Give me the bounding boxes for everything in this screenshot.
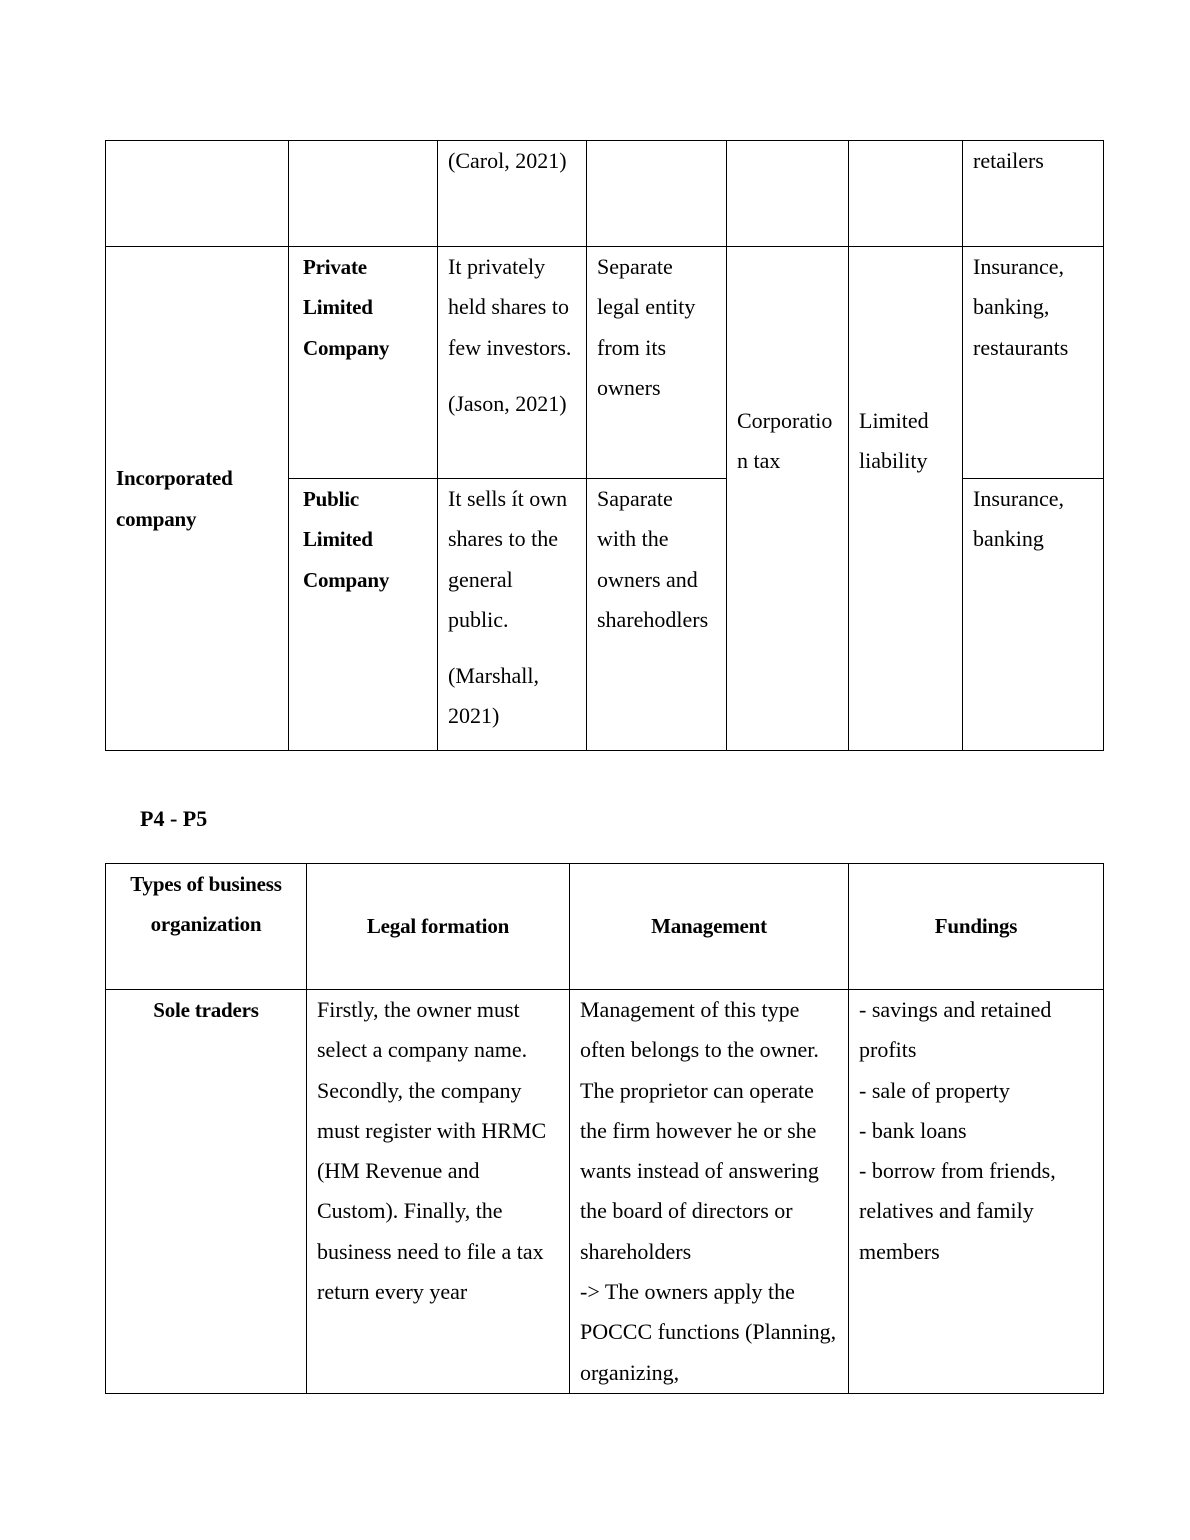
table-cell [849,141,963,247]
desc-public: It sells ít own shares to the general public. [448,486,568,632]
header-cell [570,864,849,990]
examples-public: Insurance, banking [973,486,1065,552]
business-types-table [105,140,1104,751]
table-cell [106,990,307,1394]
funding-item: - bank loans [859,1117,967,1143]
desc-private: It privately held shares to few investors. [448,254,572,360]
table-cell [587,141,727,247]
formation-table [105,863,1104,1394]
citation-marshall: (Marshall, 2021) [448,663,540,729]
header-row [106,864,1104,990]
funding-item: - savings and retained profits [859,997,1052,1063]
table-row [106,247,1104,479]
table-cell [106,141,289,247]
examples-private: Insurance, banking, restaurants [973,254,1069,360]
type-sole-traders: Sole traders [153,998,259,1022]
header-legal: Legal formation [366,914,510,939]
legal-formation-text: Firstly, the owner must select a company name. Secondly, the company must register with HRMC (HM Revenue and Custom). Finally, the business need to file a tax return every year [317,997,547,1305]
tax-cell [727,247,849,751]
management-text: Management of this type often belongs to the owner. The proprietor can operate the firm however he or she wants instead of answering the board of directors or shareholders [580,997,819,1264]
citation-jason: (Jason, 2021) [448,390,567,416]
table-cell [587,247,727,479]
funding-item: - borrow from friends, relatives and family members [859,1158,1056,1264]
type-public-line2: Limited [303,527,373,552]
table-cell [849,990,1104,1394]
citation-carol: (Carol, 2021) [448,148,567,173]
header-management: Management [651,914,767,939]
table-cell [289,479,438,751]
type-private-line3: Company [303,335,390,360]
header-cell [307,864,570,990]
table-cell [289,141,438,247]
legal-public: Saparate with the owners and sharehodlers [597,486,709,632]
header-cell [106,864,307,990]
header-type: Types of business organization [130,872,282,937]
examples-retailers: retailers [973,148,1044,173]
type-public-line3: Company [303,567,390,592]
table-cell [307,990,570,1394]
header-fundings: Fundings [934,914,1018,939]
type-private-line2: Limited [303,295,373,320]
table-cell [289,247,438,479]
tax-line2: n tax [737,447,781,473]
type-public-line1: Public [303,487,359,511]
liability-text: Limited liability [859,407,929,473]
group-label: Incorporated company [116,466,233,531]
table-cell [570,990,849,1394]
type-private-line1: Private [303,255,367,279]
table-cell [727,141,849,247]
tax-line1: Corporatio [737,407,833,433]
group-cell [106,247,289,751]
table-cell [963,479,1104,751]
table-cell [963,141,1104,247]
management-text-2: -> The owners apply the POCCC functions (Planning, organizing, [580,1279,837,1385]
table-cell [438,479,587,751]
table-cell [438,247,587,479]
table-row [106,141,1104,247]
header-cell [849,864,1104,990]
funding-item: - sale of property [859,1077,1010,1103]
table-cell [438,141,587,247]
liability-cell [849,247,963,751]
section-heading: P4 - P5 [140,806,208,831]
table-cell [963,247,1104,479]
legal-private: Separate legal entity from its owners [597,254,696,400]
table-cell [587,479,727,751]
table-row [106,990,1104,1394]
